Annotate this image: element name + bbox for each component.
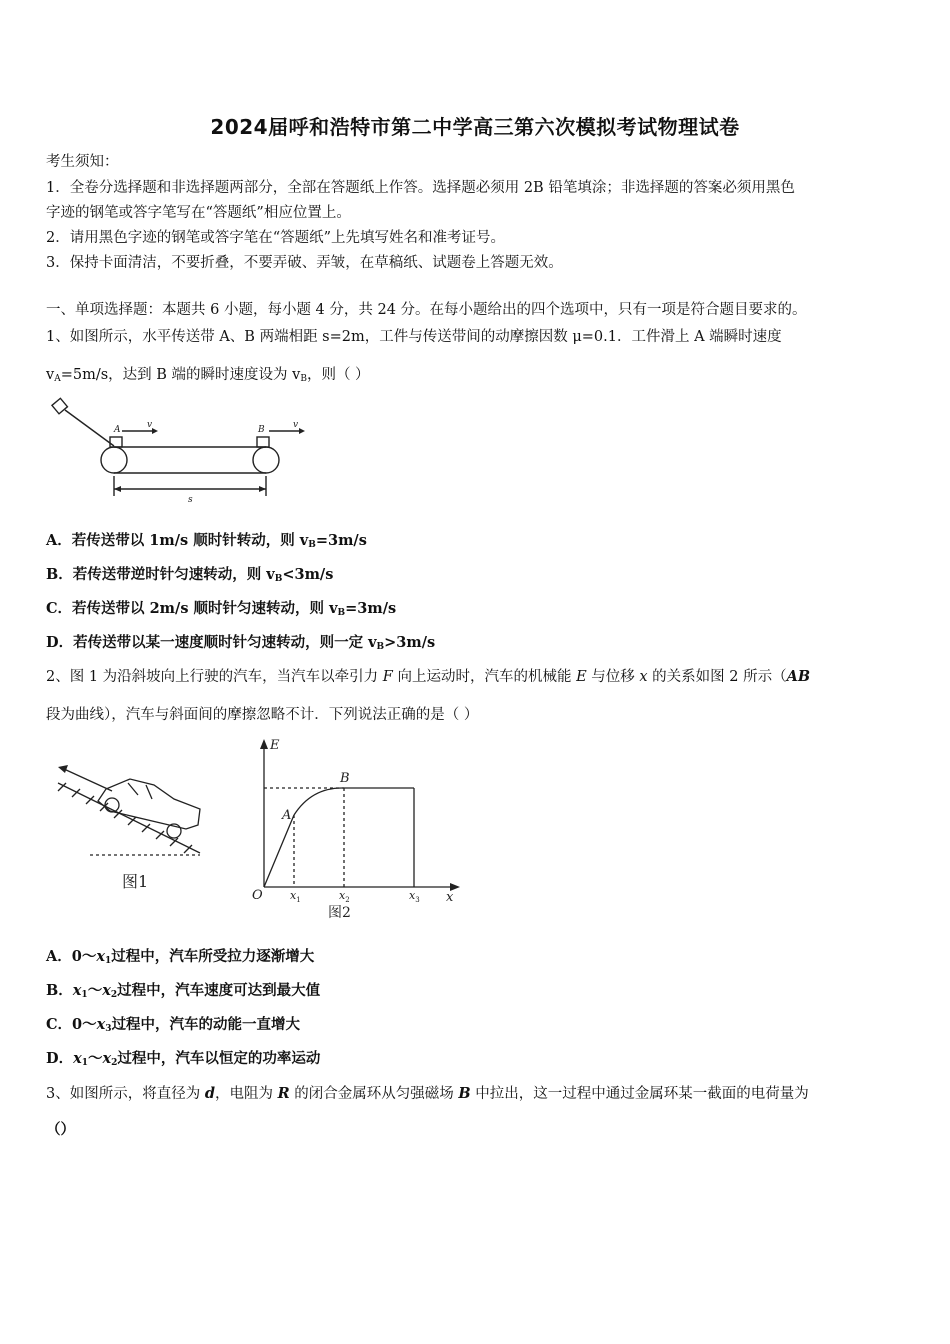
fig1-caption: 图1 — [122, 872, 149, 891]
fig2-caption: 图2 — [328, 905, 351, 920]
fig-label-s: s — [188, 495, 193, 505]
notice-item-3: 3．保持卡面清洁，不要折叠，不要弄破、弄皱，在草稿纸、试题卷上答题无效。 — [46, 255, 563, 271]
point-b-label: B — [340, 771, 350, 786]
conveyor-figure — [48, 396, 318, 508]
q1-stem: 1、如图所示，水平传送带 A、B 两端相距 s=2m，工件与传送带间的动摩擦因数 μ=0.1．工件滑上 A 端瞬时速度 — [46, 329, 782, 345]
tick-x2: $x_2$ — [339, 889, 350, 904]
energy-graph — [244, 735, 469, 920]
q1-stem-cont: $v_A=5m/s$，达到 B 端的瞬时速度设为 $v_B$，则（ ） — [46, 367, 370, 384]
notice-item-2: 2．请用黑色字迹的钢笔或答字笔在“答题纸”上先填写姓名和准考证号。 — [46, 230, 506, 246]
notice-heading: 考生须知： — [46, 154, 119, 170]
page-title: 2024届呼和浩特市第二中学高三第六次模拟考试物理试卷 — [210, 115, 740, 139]
q2-option-b: B．$x_1\sim x_2$过程中，汽车速度可达到最大值 — [46, 982, 321, 1000]
notice-item-1: 1．全卷分选择题和非选择题两部分，全部在答题纸上作答。选择题必须用 2B 铅笔填涂；非选择题的答案必须用黑色 — [46, 180, 795, 196]
fig-label-vb: v — [293, 420, 299, 430]
q1-option-c: C．若传送带以 2m/s 顺时针匀速转动，则 $v_B=3m/s$ — [46, 600, 397, 618]
tick-x1: $x_1$ — [290, 889, 301, 904]
point-a-label: A — [282, 808, 292, 823]
q2-option-a: A．$0\sim x_1$过程中，汽车所受拉力逐渐增大 — [46, 948, 315, 966]
axis-label-e: E — [270, 738, 280, 753]
slope-car-figure — [50, 755, 215, 895]
q1-option-d: D．若传送带以某一速度顺时针匀速转动，则一定 $v_B>3m/s$ — [46, 634, 436, 652]
fig-label-va: v — [147, 420, 153, 430]
fig-label-b: B — [258, 425, 265, 435]
fig-label-a: A — [114, 425, 121, 435]
axis-label-x: x — [446, 890, 454, 905]
tick-x3: $x_3$ — [409, 889, 420, 904]
q1-option-b: B．若传送带逆时针匀速转动，则 $v_B<3m/s$ — [46, 566, 334, 584]
q2-option-d: D．$x_1\sim x_2$过程中，汽车以恒定的功率运动 — [46, 1050, 321, 1068]
q2-stem: 2、图 1 为沿斜坡向上行驶的汽车，当汽车以牵引力 F 向上运动时，汽车的机械能 E 与位移 x 的关系如图 2 所示（AB — [46, 668, 811, 685]
q1-option-a: A．若传送带以 1m/s 顺时针转动，则 $v_B=3m/s$ — [46, 532, 367, 550]
q2-stem-cont: 段为曲线），汽车与斜面间的摩擦忽略不计．下列说法正确的是（ ） — [46, 707, 479, 723]
notice-item-1-cont: 字迹的钢笔或答字笔写在“答题纸”相应位置上。 — [46, 205, 351, 221]
origin-label: O — [252, 888, 263, 903]
q3-stem: 3、如图所示，将直径为 d，电阻为 R 的闭合金属环从匀强磁场 B 中拉出，这一过程中通过金属环某一截面的电荷量为 — [46, 1085, 809, 1102]
q2-option-c: C．$0\sim x_3$过程中，汽车的动能一直增大 — [46, 1016, 301, 1034]
section-heading: 一、单项选择题：本题共 6 小题，每小题 4 分，共 24 分。在每小题给出的四个选项中，只有一项是符合题目要求的。 — [46, 302, 807, 318]
q3-stem-cont: （） — [46, 1121, 75, 1138]
